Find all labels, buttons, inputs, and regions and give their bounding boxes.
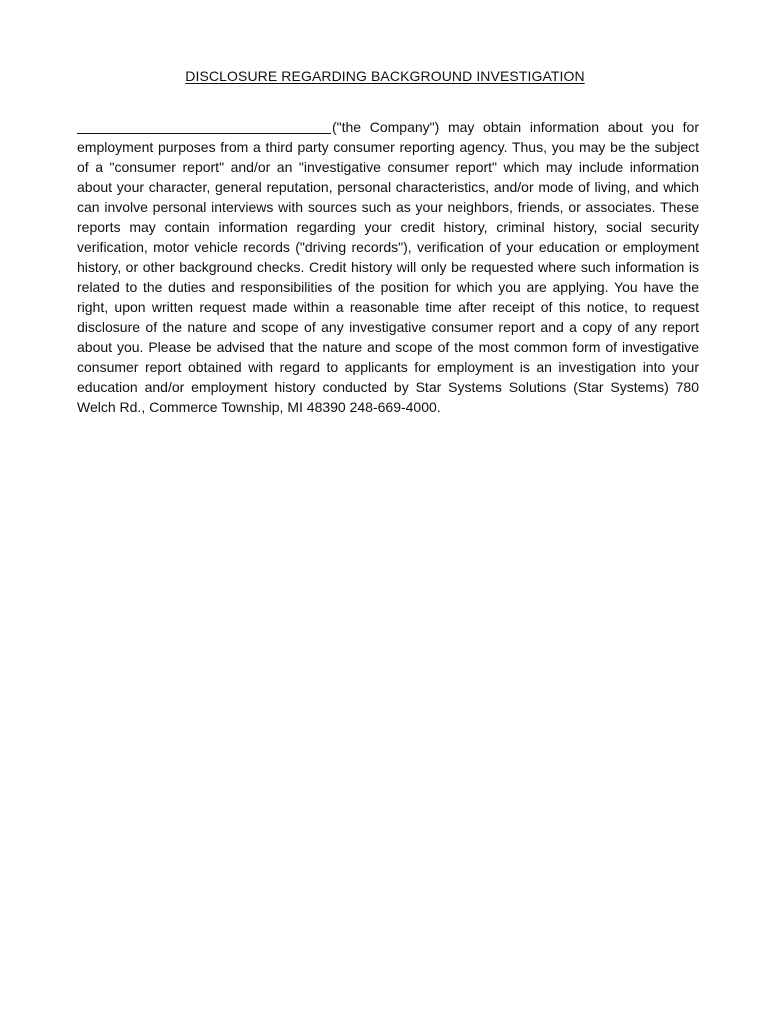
document-title: DISCLOSURE REGARDING BACKGROUND INVESTIGATION	[185, 68, 585, 84]
disclosure-text: ("the Company") may obtain information about you for employment purposes from a third party consumer reporting agency. Thus, you may be the subject of a "consumer report" and/or an "investigative consumer report" which may include information about your character, general reputation, personal characteristics, and/or mode of living, and which can involve personal interviews with sources such as your neighbors, friends, or associates. These reports may contain information regarding your credit history, criminal history, social security verification, motor vehicle records ("driving records"), verification of your education or employment history, or other background checks. Credit history will only be requested where such information is related to the duties and responsibilities of the position for which you are applying. You have the right, upon written request made within a reasonable time after receipt of this notice, to request disclosure of the nature and scope of any investigative consumer report and a copy of any report about you. Please be advised that the nature and scope of the most common form of investigative consumer report obtained with regard to applicants for employment is an investigation into your education and/or employment history conducted by Star Systems Solutions (Star Systems) 780 Welch Rd., Commerce Township, MI 48390 248-669-4000.	[77, 119, 699, 415]
disclosure-paragraph	[77, 117, 699, 417]
company-name-blank[interactable]	[77, 119, 331, 134]
